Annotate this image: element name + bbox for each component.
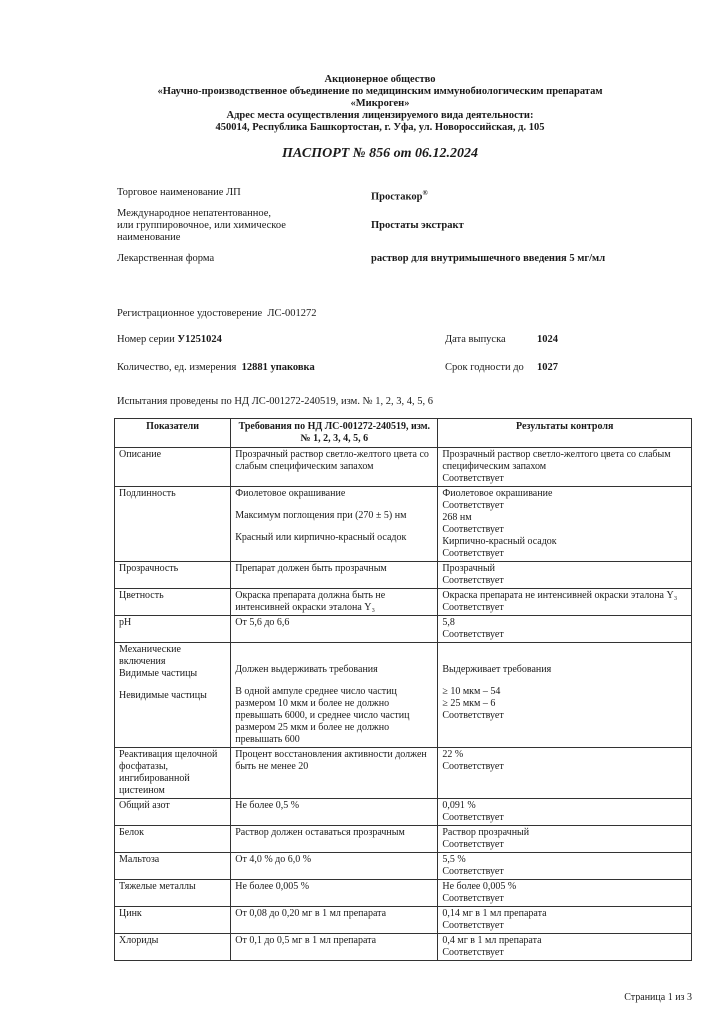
address: 450014, Республика Башкортостан, г. Уфа, ул. Новороссийская, д. 105 bbox=[215, 122, 545, 133]
address-caption: Адрес места осуществления лицензируемого вида деятельности: bbox=[226, 110, 534, 121]
requirement: Раствор должен оставаться прозрачным bbox=[235, 827, 405, 838]
result: 0,4 мг в 1 мл препарата bbox=[442, 935, 542, 946]
indicator: Хлориды bbox=[119, 935, 159, 946]
table-row bbox=[115, 934, 692, 961]
indicator: Описание bbox=[119, 449, 162, 460]
indicator: Белок bbox=[119, 827, 145, 838]
table-row bbox=[115, 589, 692, 616]
trade-name-label: Торговое наименование ЛП bbox=[117, 187, 241, 198]
indicator: Цветность bbox=[119, 590, 164, 601]
indicator: Общий азот bbox=[119, 800, 170, 811]
requirement: Процент восстановления активности должен быть не менее 20 bbox=[235, 749, 427, 772]
result: Раствор прозрачный bbox=[442, 827, 530, 838]
expiry-value: 1027 bbox=[537, 362, 558, 373]
requirement: Красный или кирпично-красный осадок bbox=[235, 532, 407, 543]
indicator: Механические включения bbox=[119, 644, 181, 667]
indicator: Подлинность bbox=[119, 488, 176, 499]
result: Выдерживает требования bbox=[442, 664, 552, 675]
result: Соответствует bbox=[442, 947, 504, 958]
requirement: Должен выдерживать требования bbox=[235, 664, 378, 675]
form-value: раствор для внутримышечного введения 5 мг/мл bbox=[371, 253, 606, 264]
issue-date-value: 1024 bbox=[537, 334, 558, 345]
requirement: Прозрачный раствор светло-желтого цвета со слабым специфическим запахом bbox=[235, 449, 429, 472]
table-row bbox=[115, 448, 692, 487]
inn-label-3: наименование bbox=[117, 232, 181, 243]
table-row bbox=[115, 616, 692, 643]
result: 22 % bbox=[442, 749, 464, 760]
trade-name-value: Простакор® bbox=[371, 189, 428, 203]
indicator: Мальтоза bbox=[119, 854, 160, 865]
result: Соответствует bbox=[442, 548, 504, 559]
result: Не более 0,005 % bbox=[442, 881, 517, 892]
result: Окраска препарата не интенсивней окраски эталона Y₃ bbox=[442, 590, 678, 601]
specification-table bbox=[114, 418, 692, 961]
tests-basis: Испытания проведены по НД ЛС-001272-240519, изм. № 1, 2, 3, 4, 5, 6 bbox=[117, 396, 433, 407]
result: Соответствует bbox=[442, 500, 504, 511]
result: Соответствует bbox=[442, 920, 504, 931]
result: Кирпично-красный осадок bbox=[442, 536, 557, 547]
org-type: Акционерное общество bbox=[324, 74, 436, 85]
result: Соответствует bbox=[442, 473, 504, 484]
requirement: Не более 0,005 % bbox=[235, 881, 310, 892]
table-row bbox=[115, 487, 692, 562]
form-label: Лекарственная форма bbox=[117, 253, 215, 264]
inn-label-2: или группировочное, или химическое bbox=[117, 220, 286, 231]
indicator: Прозрачность bbox=[119, 563, 179, 574]
page-number: Страница 1 из 3 bbox=[624, 992, 692, 1003]
requirement: От 5,6 до 6,6 bbox=[235, 617, 290, 628]
result: Соответствует bbox=[442, 839, 504, 850]
requirement: От 0,1 до 0,5 мг в 1 мл препарата bbox=[235, 935, 377, 946]
requirement: От 4,0 % до 6,0 % bbox=[235, 854, 312, 865]
org-short-name: «Микроген» bbox=[350, 98, 410, 109]
table-row bbox=[115, 880, 692, 907]
table-row bbox=[115, 643, 692, 748]
indicator: Тяжелые металлы bbox=[119, 881, 196, 892]
reg-certificate: Регистрационное удостоверение ЛС-001272 bbox=[117, 308, 317, 319]
result: Соответствует bbox=[442, 575, 504, 586]
result: Прозрачный bbox=[442, 563, 496, 574]
requirement: От 0,08 до 0,20 мг в 1 мл препарата bbox=[235, 908, 387, 919]
requirement: Фиолетовое окрашивание bbox=[235, 488, 346, 499]
requirement: Максимум поглощения при (270 ± 5) нм bbox=[235, 510, 407, 521]
header-indicator: Показатели bbox=[115, 419, 231, 448]
header-requirement: Требования по НД ЛС-001272-240519, изм. № 1, 2, 3, 4, 5, 6 bbox=[231, 419, 438, 448]
table-row bbox=[115, 562, 692, 589]
quantity: Количество, ед. измерения 12881 упаковка bbox=[117, 362, 315, 373]
table-row bbox=[115, 907, 692, 934]
table-header-row bbox=[115, 419, 692, 448]
result: 0,14 мг в 1 мл препарата bbox=[442, 908, 547, 919]
passport-title: ПАСПОРТ № 856 от 06.12.2024 bbox=[281, 146, 479, 161]
result: Соответствует bbox=[442, 761, 504, 772]
table-row bbox=[115, 799, 692, 826]
result: Фиолетовое окрашивание bbox=[442, 488, 553, 499]
requirement: В одной ампуле среднее число частиц размером 10 мкм и более не должно превышать 6000, и среднее число частиц размером 25 мкм и более не должно превышать 600 bbox=[235, 686, 410, 745]
issue-date-label: Дата выпуска bbox=[445, 334, 506, 345]
result: 5,8 bbox=[442, 617, 455, 628]
table-row bbox=[115, 748, 692, 799]
result: ≥ 10 мкм – 54 bbox=[442, 686, 501, 697]
result: Прозрачный раствор светло-желтого цвета со слабым специфическим запахом bbox=[442, 449, 671, 472]
expiry-label: Срок годности до bbox=[445, 362, 524, 373]
indicator: Цинк bbox=[119, 908, 142, 919]
result: 268 нм bbox=[442, 512, 472, 523]
requirement: Не более 0,5 % bbox=[235, 800, 300, 811]
result: Соответствует bbox=[442, 602, 504, 613]
indicator: pH bbox=[119, 617, 132, 628]
indicator: Видимые частицы bbox=[119, 668, 198, 679]
result: Соответствует bbox=[442, 710, 504, 721]
table-row bbox=[115, 853, 692, 880]
inn-value: Простаты экстракт bbox=[371, 220, 464, 231]
requirement: Окраска препарата должна быть не интенсивней окраски эталона Y₃ bbox=[235, 590, 386, 613]
result: Соответствует bbox=[442, 629, 504, 640]
result: ≥ 25 мкм – 6 bbox=[442, 698, 496, 709]
result: Соответствует bbox=[442, 866, 504, 877]
result: Соответствует bbox=[442, 812, 504, 823]
result: 5,5 % bbox=[442, 854, 466, 865]
indicator: Невидимые частицы bbox=[119, 690, 207, 701]
indicator: Реактивация щелочной фосфатазы, ингибированной цистеином bbox=[119, 749, 218, 796]
series: Номер серии У1251024 bbox=[117, 334, 222, 345]
result: Соответствует bbox=[442, 524, 504, 535]
header-result: Результаты контроля bbox=[438, 419, 692, 448]
org-name: «Научно-производственное объединение по медицинским иммунобиологическим препаратам bbox=[157, 86, 603, 97]
table-row bbox=[115, 826, 692, 853]
inn-label-1: Международное непатентованное, bbox=[117, 208, 272, 219]
requirement: Препарат должен быть прозрачным bbox=[235, 563, 387, 574]
result: 0,091 % bbox=[442, 800, 476, 811]
result: Соответствует bbox=[442, 893, 504, 904]
